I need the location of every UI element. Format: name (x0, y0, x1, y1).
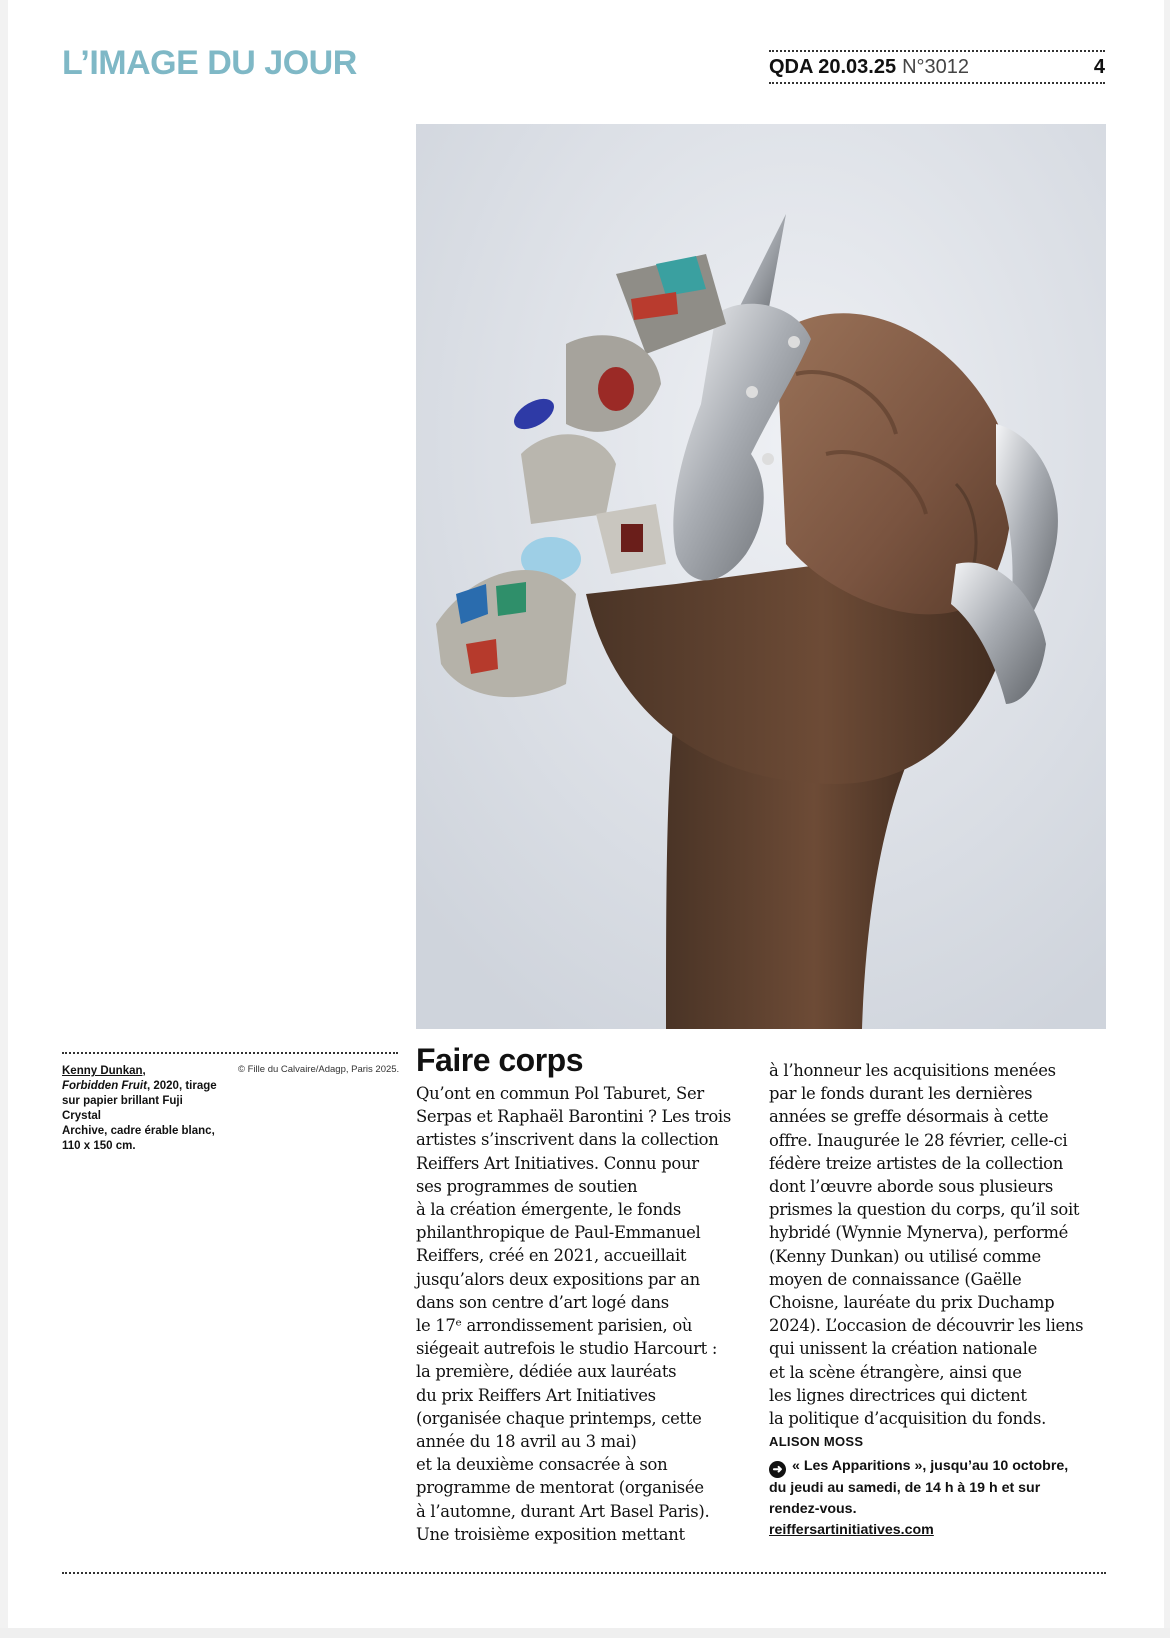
article-line: dans son centre d’art logé dans (416, 1292, 669, 1312)
article-line: Reiffers, créé en 2021, accueillait (416, 1246, 687, 1266)
article-line: à l’automne, durant Art Basel Paris). (416, 1501, 710, 1521)
website-link[interactable]: reiffersartinitiatives.com (769, 1522, 934, 1538)
article-line: (organisée chaque printemps, cette (416, 1408, 702, 1428)
page-number: 4 (1093, 55, 1105, 78)
caption-rule (62, 1052, 398, 1054)
article-line: Une troisième exposition mettant (416, 1524, 685, 1544)
article-author: ALISON MOSS (769, 1434, 864, 1449)
article-column-2 (769, 1059, 1114, 1430)
article-line: et la scène étrangère, ainsi que (769, 1362, 1022, 1382)
issue-number: N°3012 (902, 55, 970, 78)
issue-date: QDA 20.03.25 (769, 55, 897, 78)
article-line: Reiffers Art Initiatives. Connu pour (416, 1153, 699, 1173)
caption-line-3: Archive, cadre érable blanc, (62, 1125, 215, 1137)
article-line: Choisne, lauréate du prix Duchamp (769, 1293, 1055, 1313)
article-line: 2024). L’occasion de découvrir les liens (769, 1316, 1084, 1336)
article-line: qui unissent la création nationale (769, 1339, 1038, 1359)
article-title: Faire corps (416, 1042, 584, 1078)
article-line: offre. Inaugurée le 28 février, celle-ci (769, 1130, 1068, 1150)
article-line: par le fonds durant les dernières (769, 1084, 1033, 1104)
artwork-photo (416, 124, 1106, 1029)
caption-artist: Kenny Dunkan (62, 1065, 143, 1077)
arrow-right-icon: ➜ (769, 1461, 786, 1478)
article-line: et la deuxième consacrée à son (416, 1455, 668, 1475)
article-line: siégeait autrefois le studio Harcourt : (416, 1339, 718, 1359)
issue-header (769, 50, 1105, 84)
bottom-rule (62, 1572, 1106, 1574)
article-line: fédère treize artistes de la collection (769, 1153, 1063, 1173)
article-line: les lignes directrices qui dictent (769, 1385, 1027, 1405)
article-line: dont l’œuvre aborde sous plusieurs (769, 1177, 1054, 1197)
article-line: philanthropique de Paul-Emmanuel (416, 1223, 701, 1243)
exhibition-info (769, 1456, 1109, 1541)
photo-credit: © Fille du Calvaire/Adagp, Paris 2025. (238, 1064, 400, 1075)
article-line: programme de mentorat (organisée (416, 1478, 704, 1498)
caption-line-2: sur papier brillant Fuji Crystal (62, 1095, 183, 1122)
article-line: artistes s’inscrivent dans la collection (416, 1130, 719, 1150)
page-edge-bottom (0, 1628, 1170, 1638)
article-line: la première, dédiée aux lauréats (416, 1362, 677, 1382)
caption-line-1: , 2020, tirage (146, 1080, 217, 1092)
article-column-1 (416, 1082, 761, 1546)
article-line: ses programmes de soutien (416, 1176, 638, 1196)
caption-artwork-title: Forbidden Fruit (62, 1080, 147, 1092)
article-line: (Kenny Dunkan) ou utilisé comme (769, 1246, 1041, 1266)
article-line: à l’honneur les acquisitions menées (769, 1061, 1056, 1080)
caption-artist-separator: , (142, 1065, 146, 1077)
article-line: années se greffe désormais à cette (769, 1107, 1049, 1127)
article-line: jusqu’alors deux expositions par an (416, 1269, 700, 1289)
article-line: moyen de connaissance (Gaëlle (769, 1269, 1022, 1289)
caption-line-4: 110 x 150 cm. (62, 1140, 136, 1152)
article-line: Qu’ont en commun Pol Taburet, Ser (416, 1084, 704, 1103)
page-edge-right (1164, 0, 1170, 1638)
article-line: du prix Reiffers Art Initiatives (416, 1385, 656, 1405)
page-edge-left (0, 0, 8, 1638)
article-line: à la création émergente, le fonds (416, 1200, 682, 1220)
article-line: le 17ᵉ arrondissement parisien, où (416, 1316, 693, 1336)
article-line: prismes la question du corps, qu’il soit (769, 1200, 1080, 1220)
hand-with-rings-illustration (416, 124, 1106, 1029)
exhibition-info-line-1: « Les Apparitions », jusqu’au 10 octobre, (792, 1458, 1069, 1474)
article-line: hybridé (Wynnie Mynerva), performé (769, 1223, 1069, 1243)
article-line: année du 18 avril au 3 mai) (416, 1432, 637, 1452)
article-line: la politique d’acquisition du fonds. (769, 1409, 1046, 1429)
article-line: Serpas et Raphaël Barontini ? Les trois (416, 1107, 731, 1127)
exhibition-info-line-3: rendez-vous. (769, 1501, 857, 1517)
photo-caption (62, 1064, 222, 1154)
exhibition-info-line-2: du jeudi au samedi, de 14 h à 19 h et sur (769, 1480, 1041, 1496)
section-title: L’IMAGE DU JOUR (62, 44, 357, 82)
